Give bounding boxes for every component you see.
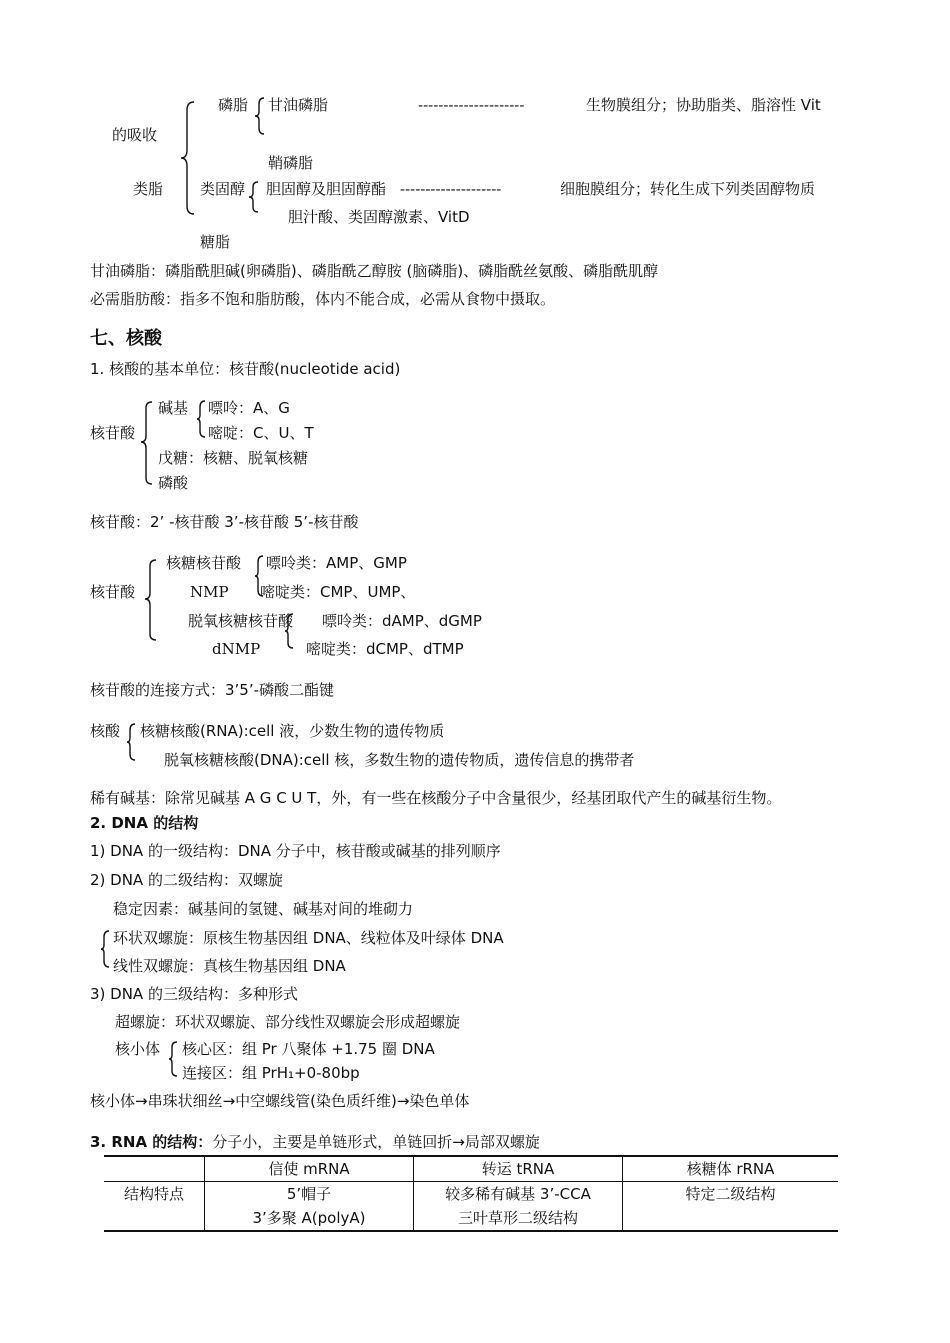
table-header-cell: [104, 1156, 205, 1182]
section-heading-nucleic-acid: 七、核酸: [90, 328, 162, 349]
lipoid-label: 类脂: [133, 180, 164, 198]
essential-fatty-acid-note: 必需脂肪酸：指多不饱和脂肪酸，体内不能合成，必需从食物中摄取。: [90, 290, 556, 308]
linear-double-helix: 线性双螺旋：真核生物基因组 DNA: [113, 957, 346, 975]
dna-primary-structure: 1) DNA 的一级结构：DNA 分子中，核苷酸或碱基的排列顺序: [90, 842, 501, 860]
table-header-row: [104, 1156, 838, 1182]
table-header-cell: 信使 mRNA: [205, 1156, 414, 1182]
pyrimidine-text: 嘧啶：C、U、T: [208, 424, 314, 442]
table-header-cell: 转运 tRNA: [414, 1156, 623, 1182]
cholesterol-label: 胆固醇及胆固醇酯: [266, 180, 387, 198]
pyrimidine-cmp-text: 嘧啶类：CMP、UMP、: [260, 583, 416, 601]
gp-dashes: ---------------------: [418, 96, 525, 114]
brace-deoxyribonucleotide: [284, 612, 298, 650]
brace-nucleic-acid: [126, 722, 140, 762]
sphingophospholipid-label: 鞘磷脂: [268, 154, 314, 172]
nucleic-acid-label: 核酸: [90, 722, 121, 740]
pentose-text: 戊糖：核糖、脱氧核糖: [158, 449, 309, 467]
brace-nucleosome: [168, 1040, 182, 1078]
sterol-label: 类固醇: [200, 180, 246, 198]
linker-region-text: 连接区：组 PrH₁+0-80bp: [182, 1064, 360, 1082]
glycerophospholipid-label: 甘油磷脂: [268, 96, 329, 114]
purine-damp-text: 嘌呤类：dAMP、dGMP: [322, 612, 482, 630]
brace-double-helix: [100, 929, 114, 969]
nucleotide-types: 核苷酸：2’ -核苷酸 3’-核苷酸 5’-核苷酸: [90, 513, 359, 531]
glycerophospholipid-note: 甘油磷脂：磷脂酰胆碱(卵磷脂)、磷脂酰乙醇胺 (脑磷脂)、磷脂酰丝氨酸、磷脂酰肌醇: [90, 262, 659, 280]
table-row: [104, 1182, 838, 1232]
core-region-text: 核心区：组 Pr 八聚体 +1.75 圈 DNA: [182, 1040, 435, 1058]
dna-secondary-structure: 2) DNA 的二级结构：双螺旋: [90, 871, 283, 889]
nucleotide-label-2: 核苷酸: [90, 583, 136, 601]
gp-function: 生物膜组分；协助脂类、脂溶性 Vit: [586, 96, 821, 114]
glycolipid-label: 糖脂: [200, 233, 231, 251]
pyrimidine-dcmp-text: 嘧啶类：dCMP、dTMP: [306, 640, 464, 658]
purine-amp-text: 嘌呤类：AMP、GMP: [266, 554, 407, 572]
nucleosome-label: 核小体: [115, 1040, 161, 1058]
purine-text: 嘌呤：A、G: [208, 399, 290, 417]
supercoil-text: 超螺旋：环状双螺旋、部分线性双螺旋会形成超螺旋: [115, 1013, 461, 1031]
table-row-label: 结构特点: [123, 1185, 184, 1203]
table-cell-mrna: 5’帽子 3’多聚 A(polyA): [205, 1182, 414, 1232]
deoxyribonucleotide-label: 脱氧核糖核苷酸: [188, 612, 294, 630]
bile-acid-text: 胆汁酸、类固醇激素、VitD: [288, 208, 470, 226]
chromatin-chain-text: 核小体→串珠状细丝→中空螺线管(染色质纤维)→染色单体: [90, 1092, 470, 1110]
dnmp-label: dNMP: [212, 640, 261, 658]
rna-structure-heading: 3. RNA 的结构：分子小，主要是单链形式，单链回折→局部双螺旋: [90, 1133, 540, 1151]
dna-structure-heading: 2. DNA 的结构: [90, 814, 199, 832]
nmp-label: NMP: [190, 583, 229, 601]
linkage-text: 核苷酸的连接方式：3’5’-磷酸二酯键: [90, 681, 335, 699]
absorption-text: 的吸收: [112, 126, 158, 144]
stability-factors: 稳定因素：碱基间的氢键、碱基对间的堆砌力: [113, 900, 414, 918]
cholesterol-function: 细胞膜组分；转化生成下列类固醇物质: [560, 180, 816, 198]
table-header-cell: 核糖体 rRNA: [623, 1156, 839, 1182]
phospholipid-label: 磷脂: [218, 96, 249, 114]
table-cell-trna: 较多稀有碱基 3’-CCA 三叶草形二级结构: [414, 1182, 623, 1232]
brace-lipoid: [180, 100, 200, 216]
rna-comparison-table: [104, 1155, 838, 1232]
phosphate-label: 磷酸: [158, 474, 189, 492]
basic-unit-text: 1. 核酸的基本单位：核苷酸(nucleotide acid): [90, 360, 401, 378]
ribonucleotide-label: 核糖核苷酸: [166, 554, 242, 572]
brace-nucleotide: [140, 400, 158, 486]
table-cell-rrna: 特定二级结构: [623, 1182, 839, 1232]
rna-line: 核糖核酸(RNA):cell 液，少数生物的遗传物质: [140, 722, 445, 740]
dna-tertiary-structure: 3) DNA 的三级结构：多种形式: [90, 985, 298, 1003]
dna-line: 脱氧核糖核酸(DNA):cell 核，多数生物的遗传物质，遗传信息的携带者: [164, 751, 635, 769]
brace-sterol: [248, 180, 264, 214]
base-label: 碱基: [158, 399, 189, 417]
rare-bases-text: 稀有碱基：除常见碱基 A G C U T，外，有一些在核酸分子中含量很少，经基团取代产生的碱基衍生物。: [90, 789, 782, 807]
circular-double-helix: 环状双螺旋：原核生物基因组 DNA、线粒体及叶绿体 DNA: [113, 929, 504, 947]
brace-nucleotide-2: [144, 558, 162, 642]
cholesterol-dashes: --------------------: [400, 180, 502, 198]
nucleotide-label: 核苷酸: [90, 424, 136, 442]
